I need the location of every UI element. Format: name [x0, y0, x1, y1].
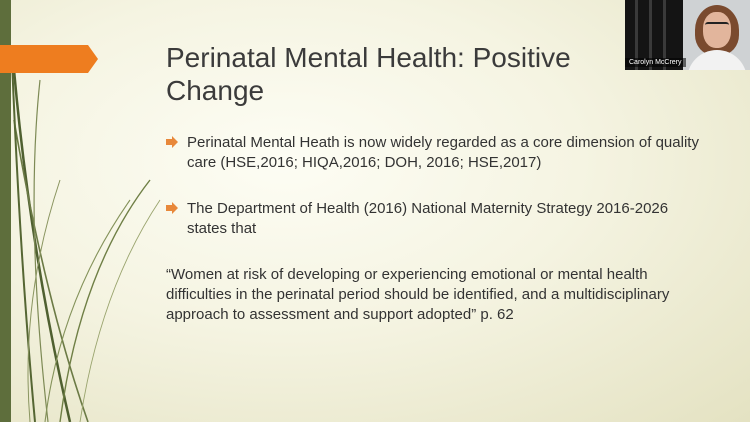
bullet-arrow-icon: [166, 199, 187, 239]
participant-face: [703, 12, 731, 48]
bullet-item: [166, 199, 706, 239]
participant-glasses: [705, 22, 729, 30]
bullet-arrow-icon: [166, 133, 187, 173]
bullet-item: [166, 133, 706, 173]
orange-arrow-tab: [0, 0, 100, 80]
slide-title: Perinatal Mental Health: Positive Change: [166, 42, 571, 106]
bullet-text: The Department of Health (2016) National Maternity Strategy 2016-2026 states that: [187, 200, 669, 237]
participant-shoulders: [687, 50, 747, 70]
bullet-text: Perinatal Mental Heath is now widely regarded as a core dimension of quality care (HSE,2016; HIQA,2016; DOH, 2016; HSE,2017): [187, 134, 699, 171]
participant-video-tile[interactable]: [625, 0, 750, 70]
quote-text: “Women at risk of developing or experiencing emotional or mental health difficulties in the perinatal period should be identified, and a multidisciplinary approach to assessment and support adopted” p. 62: [166, 266, 670, 323]
participant-name-label: Carolyn McCrery: [625, 58, 686, 67]
